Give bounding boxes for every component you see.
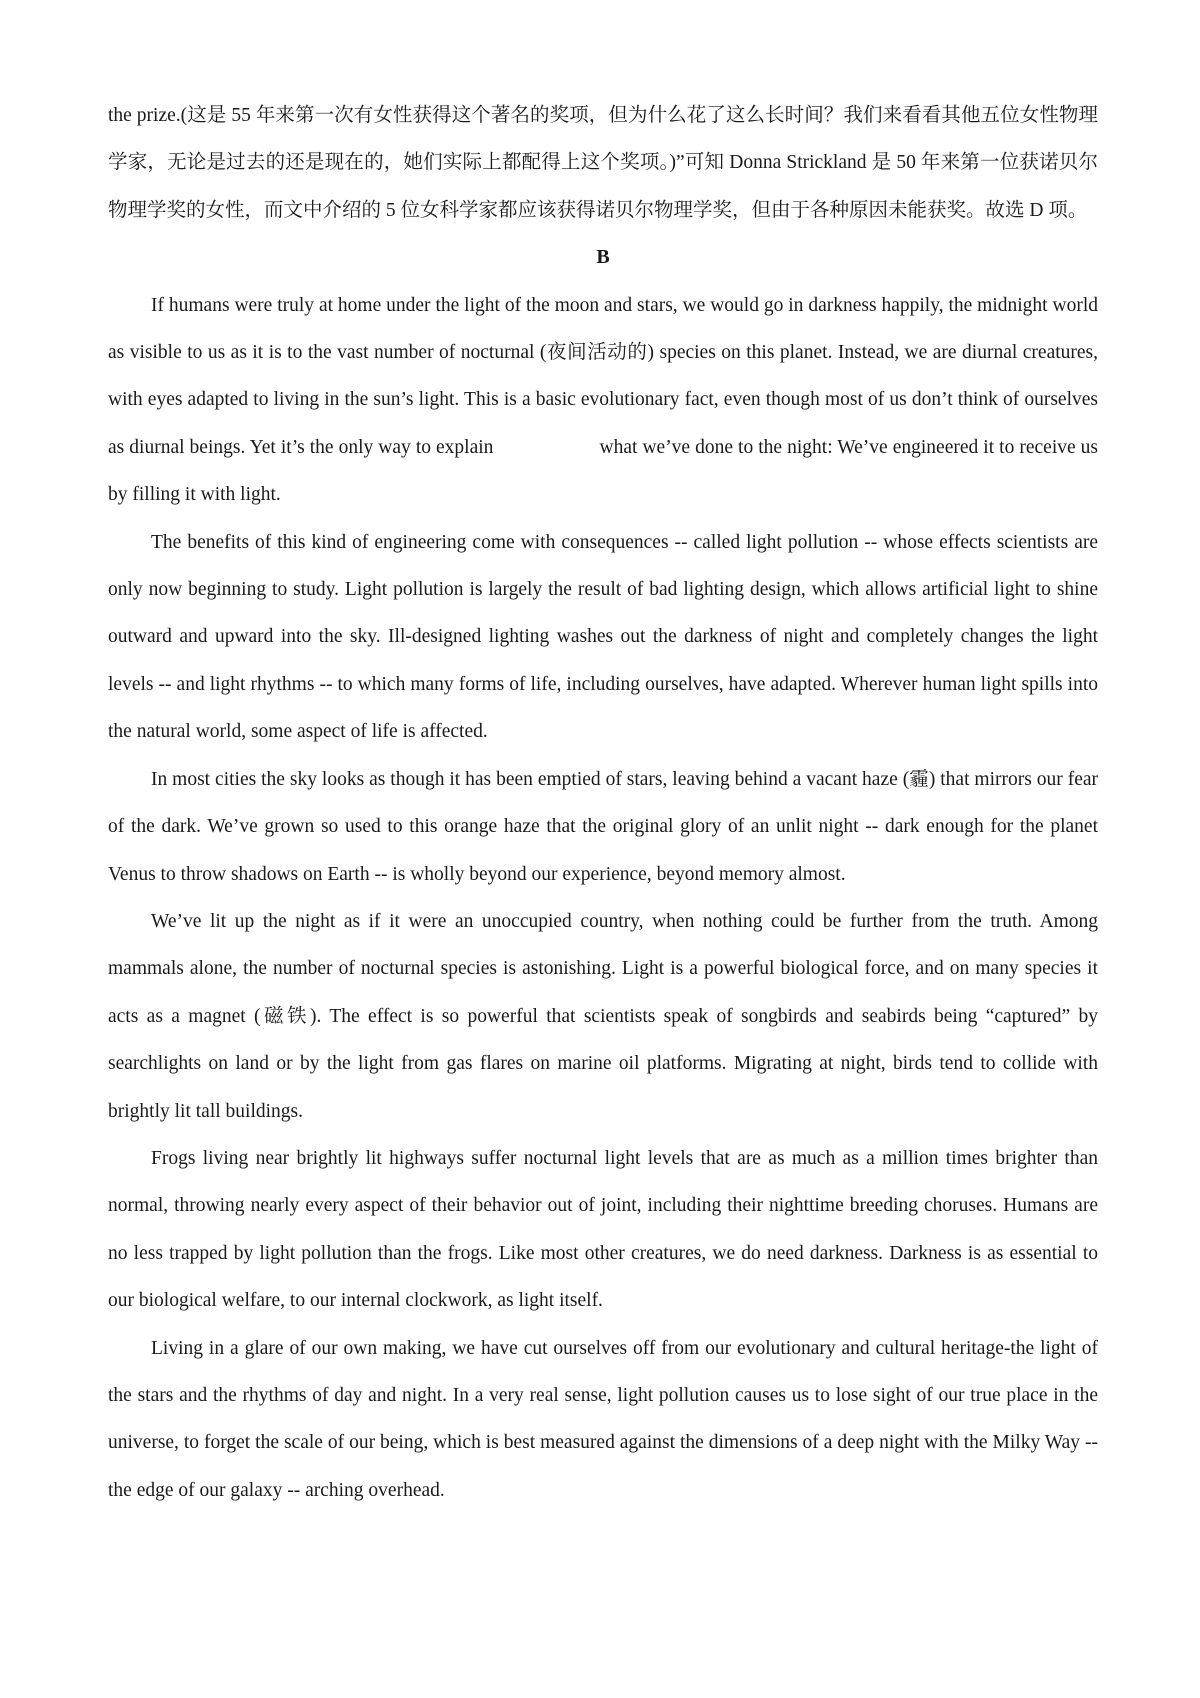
passage-paragraph-2: The benefits of this kind of engineering come with consequences -- called light pollution -- whose effects scientists are only now beginning to study. Light pollution is largely the result of bad lighting design, which allows artificial light to shine outward and upward into the sky. Ill-designed lighting washes out the darkness of night and completely changes the light levels -- and light rhythms -- to which many forms of life, including ourselves, have adapted. Wherever human light spills into the natural world, some aspect of life is affected. bbox=[108, 531, 1098, 743]
intro-paragraph bbox=[108, 92, 1098, 234]
passage-paragraph-5: Frogs living near brightly lit highways suffer nocturnal light levels that are as much as a million times brighter than normal, throwing nearly every aspect of their behavior out of joint, including their nighttime breeding choruses. Humans are no less trapped by light pollution than the frogs. Like most other creatures, we do need darkness. Darkness is as essential to our biological welfare, to our internal clockwork, as light itself. bbox=[108, 1147, 1098, 1312]
passage-paragraph-1 bbox=[108, 282, 1098, 519]
intro-body: (这是 55 年来第一次有女性获得这个著名的奖项，但为什么花了这么长时间？我们来看看其他五位女性物理学家，无论是过去的还是现在的，她们实际上都配得上这个奖项。)”可知 Donna Strickland 是 50 年来第一位获诺贝尔物理学奖的女性，而文中介绍的 5 位女科学家都应该获得诺贝尔物理学奖，但由于各种原因未能获奖。故选 D 项。 bbox=[108, 105, 1099, 221]
passage-paragraph-3: In most cities the sky looks as though it has been emptied of stars, leaving behind a vacant haze (霾) that mirrors our fear of the dark. We’ve grown so used to this orange haze that the original glory of an unlit night -- dark enough for the planet Venus to throw shadows on Earth -- is wholly beyond our experience, beyond memory almost. bbox=[108, 768, 1098, 885]
document-page bbox=[108, 92, 1098, 1514]
paragraph-1-text-continued: what we’ve done to the night: We’ve engineered it to receive us by filling it with light. bbox=[108, 436, 1099, 506]
passage-paragraph-6: Living in a glare of our own making, we have cut ourselves off from our evolutionary and cultural heritage-the light of the stars and the rhythms of day and night. In a very real sense, light pollution causes us to lose sight of our true place in the universe, to forget the scale of our being, which is best measured against the dimensions of a deep night with the Milky Way -- the edge of our galaxy -- arching overhead. bbox=[108, 1337, 1098, 1501]
section-heading: B bbox=[596, 246, 610, 269]
paragraph-1-text: If humans were truly at home under the light of the moon and stars, we would go in darkness happily, the midnight world as visible to us as it is to the vast number of nocturnal (夜间活动的) species on this planet. Instead, we are diurnal creatures, with eyes adapted to living in the sun’s light. This is a basic evolutionary fact, even though most of us don’t think of ourselves as diurnal beings. Yet it’s the only way to explain bbox=[108, 294, 1098, 458]
passage-paragraph-4: We’ve lit up the night as if it were an unoccupied country, when nothing could be further from the truth. Among mammals alone, the number of nocturnal species is astonishing. Light is a powerful biological force, and on many species it acts as a magnet (磁铁). The effect is so powerful that scientists speak of songbirds and seabirds being “captured” by searchlights on land or by the light from gas flares on marine oil platforms. Migrating at night, birds tend to collide with brightly lit tall buildings. bbox=[108, 910, 1098, 1122]
intro-prefix: the prize. bbox=[108, 105, 181, 126]
